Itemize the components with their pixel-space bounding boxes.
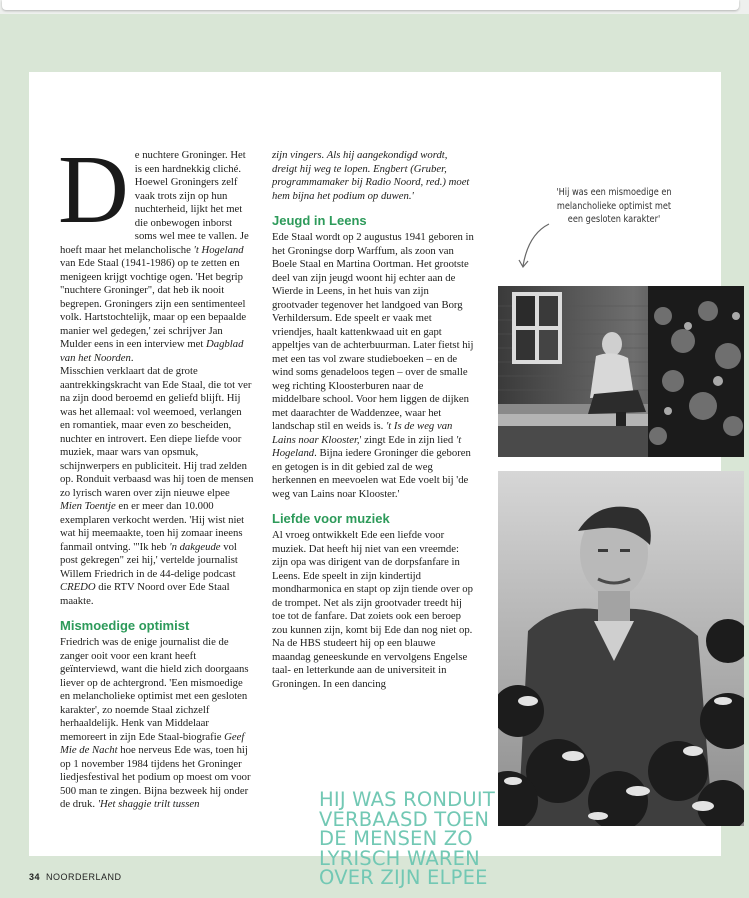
book-title: Geef Mie de Nacht	[60, 730, 245, 756]
paragraph-text: vol post gekregen" zei hij,' vertelde journalist Willem Friedrich in de 44-delige podcast	[60, 540, 238, 580]
lyric-quote: 't Is de weg van Lains noar Klooster,	[272, 420, 453, 446]
dialect-word: 'n dakgeude	[169, 540, 221, 553]
paragraph-text: Ede Staal wordt op 2 augustus 1941 geboren in het Groningse dorp Warffum, als zoon van Boele Staal en Martina Oortman. Het grootste deel van zijn jeugd woont hij echter aan de Wierde in Leens, in het huis van zijn grootvader tegenover het landgoed van Borg Verhildersum. Ede speelt er vaak met vriendjes, haalt kattenkwaad uit en gapt appeltjes van de achterbuurman. Later fietst hij met een tas vol zware studieboeken – en de wind soms genadeloos tegen – over de smalle weg richting Kloosterburen naar de middelbare school. Voor hem liggen de dijken met daarachter de Waddenzee, waar het landschap stil en weids is.	[272, 231, 474, 432]
article-column-2	[272, 149, 474, 691]
album-title: Mien Toentje	[60, 500, 116, 512]
paragraph-text: hoe nerveus Ede was, toen hij op 1 november 1984 tijdens het Groninger liedjesfestival het podium op moest om voor 500 man te zingen. Bijna bezweek hij onder de druk.	[60, 744, 251, 810]
paragraph	[272, 529, 474, 691]
drop-cap: D	[58, 136, 129, 244]
paragraph-text: . Bijna iedere Groninger die geboren en getogen is in dit gebied zal de weg herkennen en meevoelen wat Ede voelt bij 'de weg van Lains noar Klooster.'	[272, 447, 471, 500]
page-number: 34	[29, 872, 41, 882]
intro-paragraph	[58, 136, 254, 365]
arrow-icon	[517, 222, 557, 272]
photo-quote: 'Hij was een mismoedige en melancholieke optimist met een gesloten karakter'	[556, 187, 672, 225]
section-heading: Mismoedige optimist	[60, 618, 190, 633]
paragraph	[60, 365, 254, 608]
section-heading: Jeugd in Leens	[272, 213, 367, 228]
paragraph	[272, 231, 474, 501]
newspaper-title: Dagblad van het Noorden	[60, 338, 244, 364]
podcast-title: CREDO	[60, 581, 96, 593]
song-title: 't Hogeland	[272, 433, 462, 459]
photo-staal-on-steps	[498, 286, 744, 457]
paragraph	[60, 636, 254, 812]
previous-page-strip	[0, 0, 749, 14]
paragraph-text: Al vroeg ontwikkelt Ede een liefde voor muziek. Dat heeft hij niet van een vreemde: zijn opa was dirigent van de dorpsfanfare in Leens. Ede speelt in zijn kindertijd mondharmonica en stapt op zijn tiende over op de trompet. Net als zijn grootvader treedt hij toe tot de fanfare. Dat zoiets ook een beroep zou kunnen zijn, komt bij Ede dan nog niet op. Na de HBS studeert hij op een blauwe maandag geneeskunde en vervolgens Engelse taal- en letterkunde aan de universiteit in Groningen. In een dancing	[272, 529, 473, 690]
paragraph-text: Friedrich was de enige journalist die de zanger ooit voor een krant heeft geïnterviewd, want die hield zich doorgaans liever op de achtergrond. 'Een mismoedige en melancholieke optimist met een gesloten karakter', zo noemde Staal zichzelf herhaaldelijk. Henk van Middelaar memoreert in zijn Ede Staal-biografie	[60, 636, 249, 743]
quote-text: zijn vingers. Als hij aangekondigd wordt, dreigt hij weg te lopen. Engbert (Gruber, programmamaker bij Radio Noord, red.) moet hem bijna het podium op duwen.'	[272, 149, 470, 202]
pull-quote: HIJ WAS RONDUIT VERBAASD TOEN DE MENSEN ZO LYRISCH WAREN OVER ZIJN ELPEE	[319, 788, 495, 889]
quote-text: 'Het shaggie trilt tussen	[97, 798, 200, 810]
article-column-1	[58, 136, 254, 812]
photo-staal-portrait	[498, 471, 744, 826]
paragraph-text: van Ede Staal (1941-1986) op te zetten en menigeen krijgt vochtige ogen. 'Het begrip "nuchtere Groninger", dat heb ik nooit begrepen. Groningers zijn een sentimenteel volk. Hartstochtelijk, maar op een bepaalde manier wel gedegen,' zei schrijver Jan Mulder eens in een interview met	[60, 257, 247, 350]
intro-text: e nuchtere Groninger. Het is een hardnekkig cliché. Hoewel Groningers zelf vaak trots zijn op hun nuchterheid, lijkt het met die onbewogen inborst soms wel mee te vallen. Je hoeft maar het melancholische	[60, 149, 249, 256]
paragraph-continued	[272, 149, 474, 203]
section-heading: Liefde voor muziek	[272, 511, 390, 526]
paragraph-text: en er meer dan 10.000 exemplaren verkocht werden. 'Hij wist niet wat hij meemaakte, toen hij zomaar ineens fanmail ontving. '"Ik heb	[60, 500, 245, 553]
page-footer	[29, 872, 122, 882]
song-title: 't Hogeland	[193, 243, 244, 256]
paragraph-text: .	[130, 351, 134, 364]
paragraph-text: ' zingt Ede in zijn lied	[359, 433, 456, 446]
paragraph-text: Misschien verklaart dat de grote aantrekkingskracht van Ede Staal, die tot ver na zijn dood beroemd en geliefd blijft. Hij was het allemaal: vol weemoed, verlangen en romantiek, maar even zo bescheiden, nuchter en introvert. Een diepe liefde voor muziek, maar wars van opsmuk, schijnwerpers en publiciteit. Hij trad zelden op. Ronduit verbaasd was hij toen de mensen zo lyrisch waren over zijn nieuwe elpee	[60, 365, 254, 499]
paragraph-text: die RTV Noord over Ede Staal maakte.	[60, 581, 230, 607]
magazine-name: NOORDERLAND	[46, 872, 122, 882]
